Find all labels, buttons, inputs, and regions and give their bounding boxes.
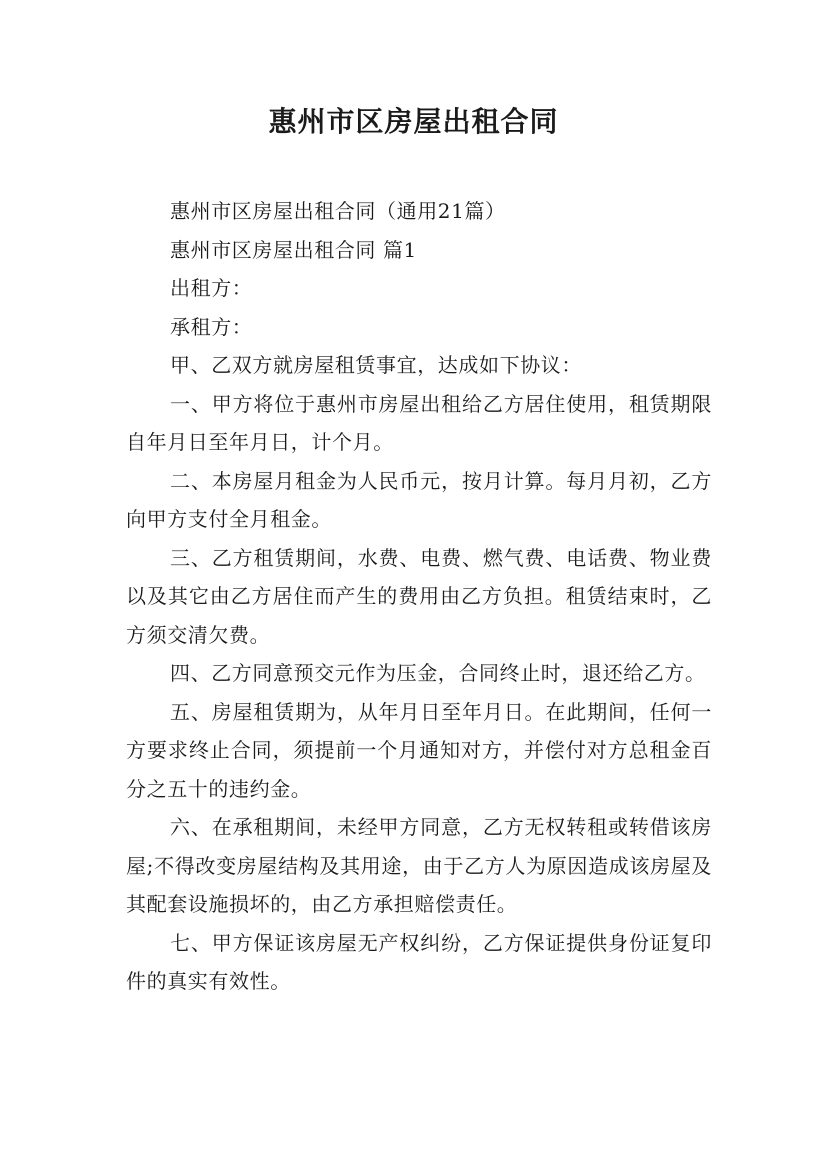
document-paragraph: 惠州市区房屋出租合同 篇1 (170, 237, 417, 262)
document-paragraph: 三、乙方租赁期间，水费、电费、燃气费、电话费、物业费以及其它由乙方居住而产生的费用由乙方负担。租赁结束时，乙方须交清欠费。 (126, 545, 712, 647)
document-paragraph: 甲、乙双方就房屋租赁事宜，达成如下协议： (170, 353, 582, 377)
document-paragraph: 惠州市区房屋出租合同（通用21篇） (170, 199, 506, 223)
document-paragraph: 四、乙方同意预交元作为压金，合同终止时，退还给乙方。 (170, 661, 706, 685)
document-paragraph: 五、房屋租赁期为，从年月日至年月日。在此期间，任何一方要求终止合同，须提前一个月通知对方，并偿付对方总租金百分之五十的违约金。 (126, 699, 712, 801)
document-paragraph: 六、在承租期间，未经甲方同意，乙方无权转租或转借该房屋;不得改变房屋结构及其用途，由于乙方人为原因造成该房屋及其配套设施损坏的，由乙方承担赔偿责任。 (126, 815, 712, 916)
document-title: 惠州市区房屋出租合同 (268, 105, 559, 138)
document-paragraph: 承租方： (170, 314, 253, 339)
document-paragraph: 出租方： (170, 276, 253, 300)
document-paragraph: 七、甲方保证该房屋无产权纠纷，乙方保证提供身份证复印件的真实有效性。 (126, 930, 712, 993)
document-paragraph: 一、甲方将位于惠州市房屋出租给乙方居住使用，租赁期限自年月日至年月日，计个月。 (126, 391, 712, 454)
document-body (126, 192, 712, 1001)
document-paragraph: 二、本房屋月租金为人民币元，按月计算。每月月初，乙方向甲方支付全月租金。 (126, 468, 712, 531)
